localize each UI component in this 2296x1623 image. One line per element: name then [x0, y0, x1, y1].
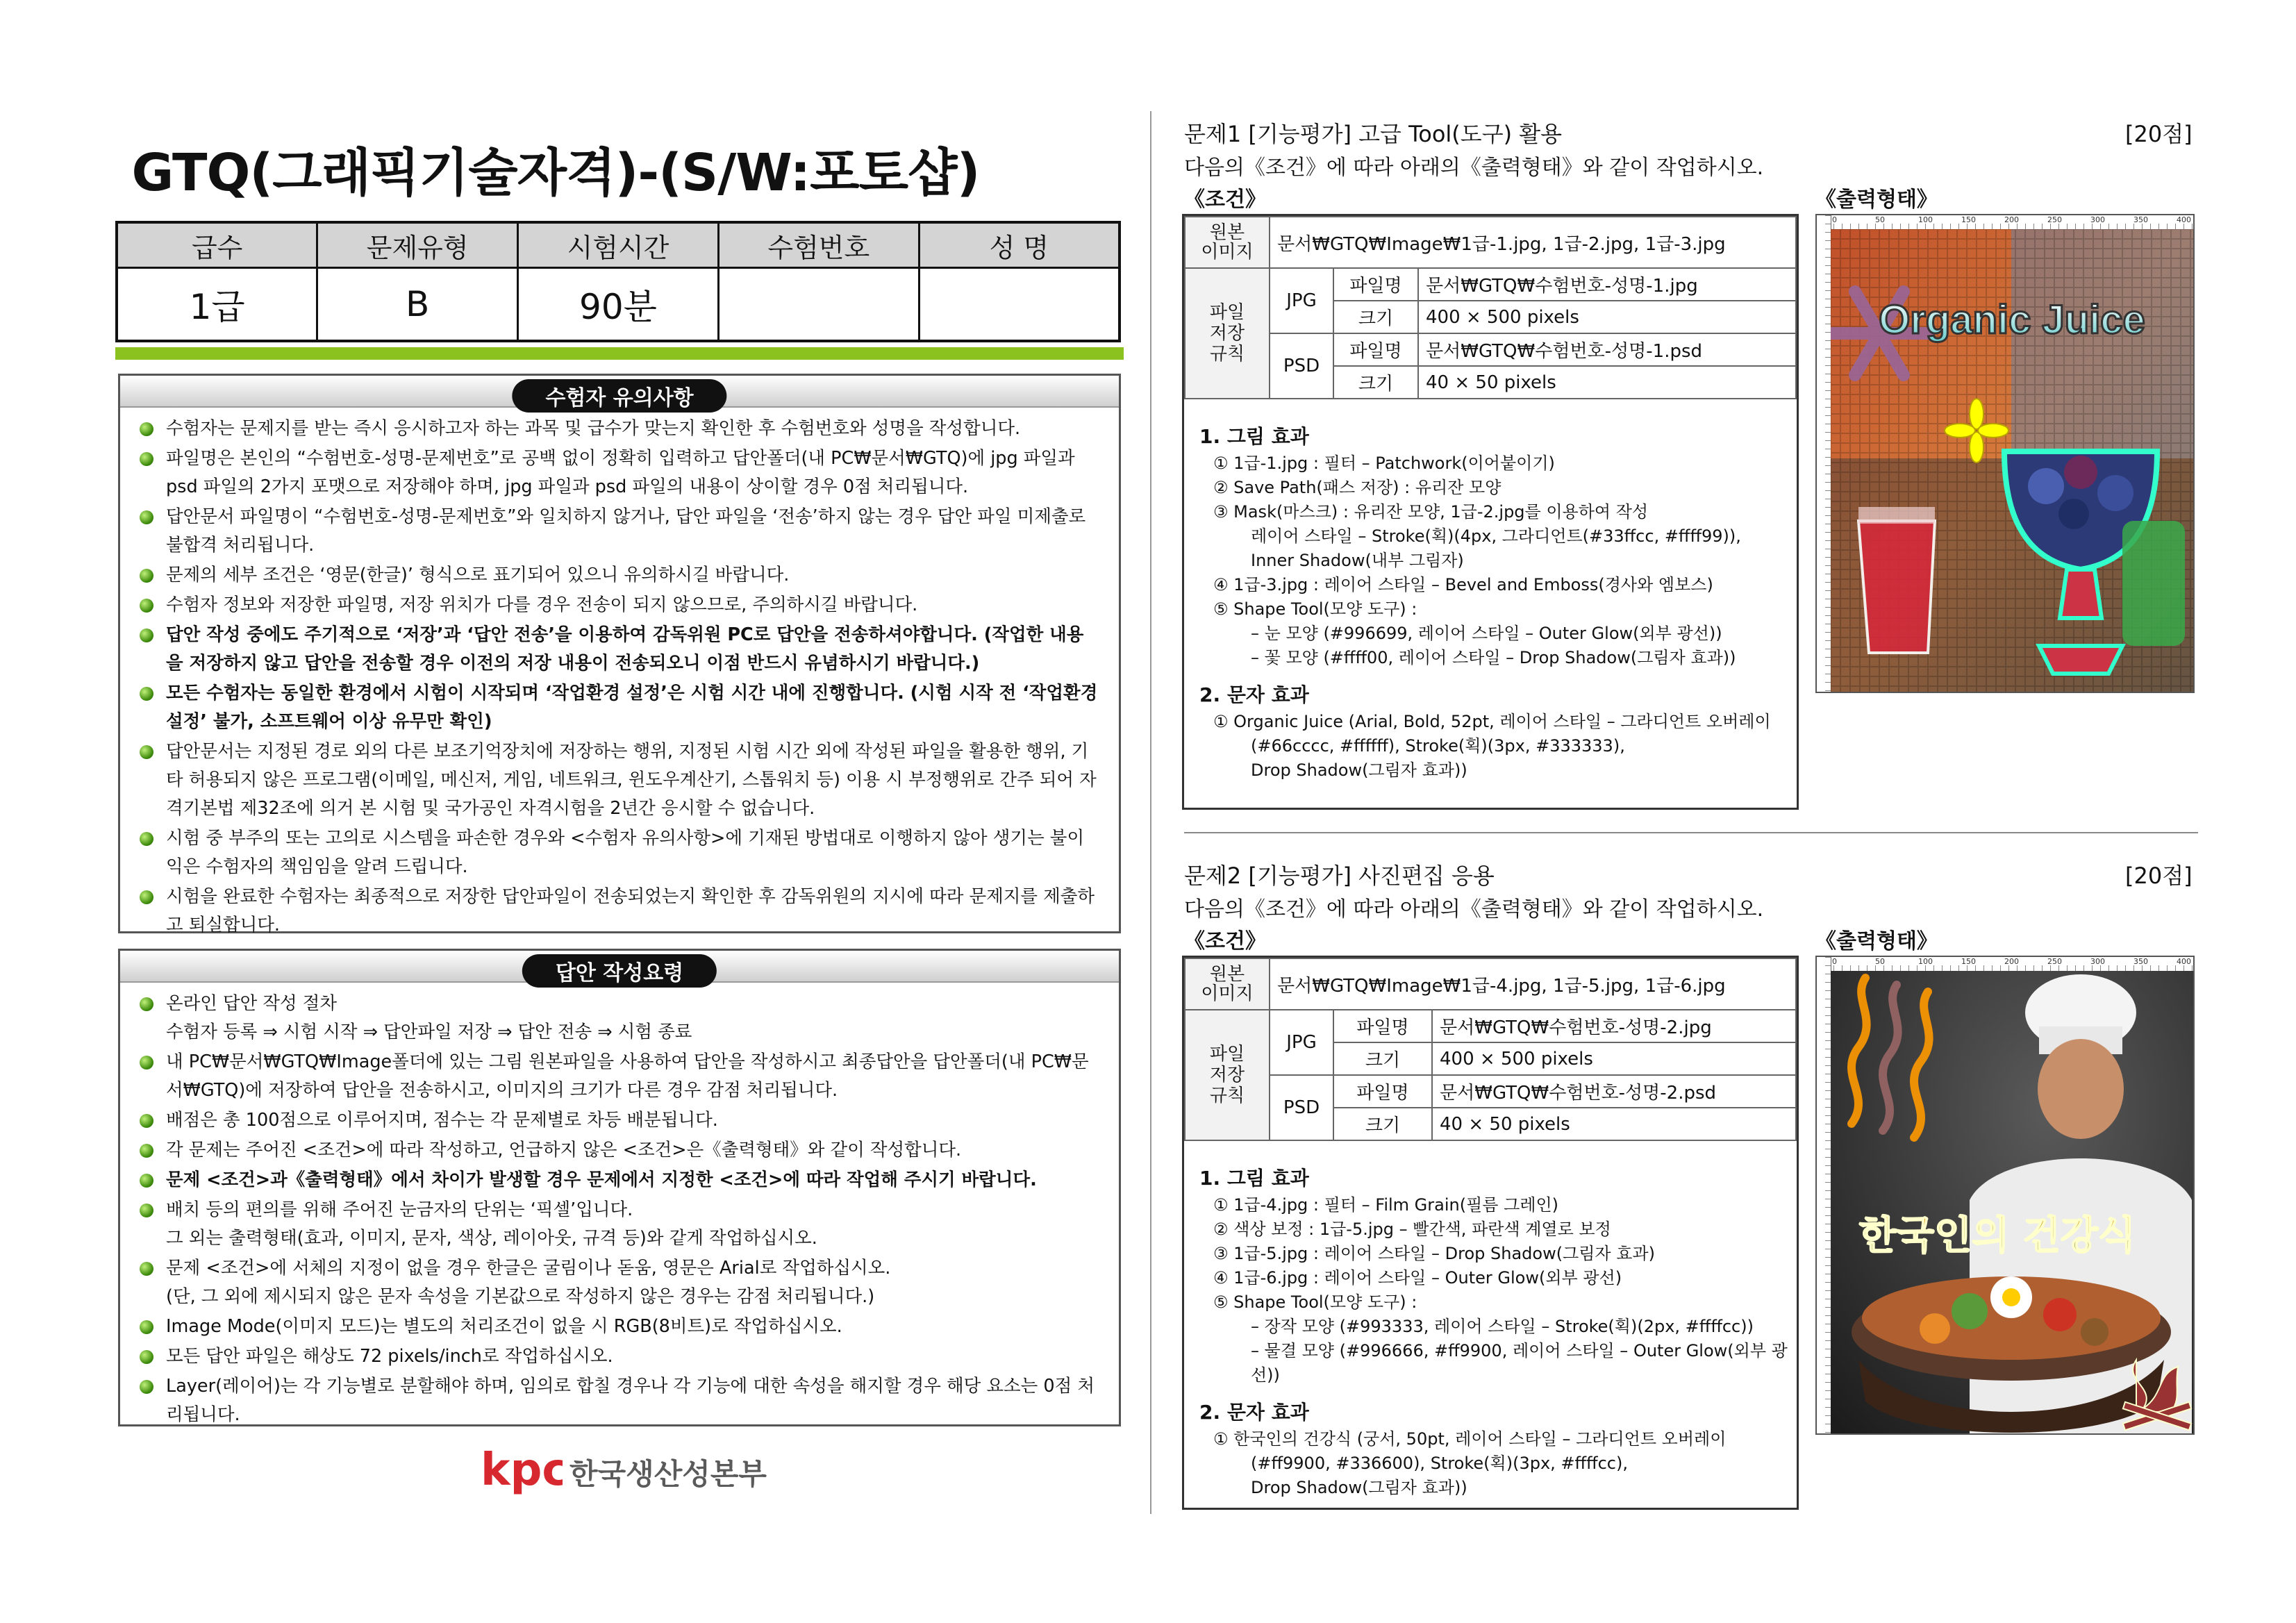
- guide-item: [140, 1048, 1099, 1105]
- bullet-icon: [140, 599, 153, 613]
- q1-subtitle: 다음의《조건》에 따라 아래의《출력형태》와 같이 작업하시오.: [1184, 156, 1764, 180]
- value-name[interactable]: [919, 268, 1120, 342]
- notice-item: [140, 503, 1099, 560]
- guide-list: [140, 990, 1099, 1431]
- notice-item: [140, 561, 1099, 590]
- guide-item-text: 문제 <조건>과《출력형태》에서 차이가 발생할 경우 문제에서 지정한 <조건>에 따라 작업해 주시기 바랍니다.: [166, 1170, 1037, 1190]
- q1-jpg-filename: 문서₩GTQ₩수험번호-성명-1.jpg: [1418, 268, 1796, 301]
- guide-item-text: Image Mode(이미지 모드)는 별도의 처리조건이 없을 시 RGB(8비트)로 작업하십시오.: [166, 1316, 842, 1337]
- q2-file-table: [1184, 958, 1797, 1141]
- header-type: 문제유형: [317, 222, 518, 268]
- bullet-icon: [140, 422, 153, 436]
- bullet-icon: [140, 745, 153, 759]
- notice-item: [140, 738, 1099, 823]
- guide-item-text: 각 문제는 주어진 <조건>에 따라 작성하고, 언급하지 않은 <조건>은《출력형태》와 같이 작성합니다.: [166, 1140, 962, 1160]
- ruler-tick-label: 50: [1875, 215, 1885, 224]
- q2-effects: [1199, 1159, 1790, 1500]
- ruler-tick-label: 400: [2177, 215, 2191, 224]
- guide-item: [140, 1254, 1099, 1311]
- header-time: 시험시간: [518, 222, 719, 268]
- q2-condition-label: 《조건》: [1184, 929, 1266, 954]
- notice-item-text: 답안 작성 중에도 주기적으로 ‘저장’과 ‘답안 전송’을 이용하여 감독위원 PC로 답안을 전송하셔야합니다. (작업한 내용을 저장하지 않고 답안을 전송할 경우 이전의 저장 내용이 전송되오니 이점 반드시 유념하시기 바랍니다.): [166, 624, 1084, 674]
- ruler-tick-label: 250: [2047, 215, 2062, 224]
- q2-output-image: [1831, 971, 2193, 1433]
- page-title: GTQ(그래픽기술자격)-(S/W:포토샵): [131, 143, 980, 203]
- q1-effect-5: ⑤ Shape Tool(모양 도구) :: [1213, 599, 1417, 619]
- q2-output-preview: [1815, 956, 2195, 1435]
- q1-ruler-top: [1817, 215, 2193, 230]
- q1-effect-5-shape-2: – 꽃 모양 (#ffff00, 레이어 스타일 – Drop Shadow(그림자 효과)): [1251, 648, 1736, 667]
- q1-output-preview: [1815, 214, 2195, 693]
- q1-condition-box: [1182, 214, 1799, 810]
- q2-effect-3: ③ 1급-5.jpg : 레이어 스타일 – Drop Shadow(그림자 효과): [1213, 1244, 1655, 1263]
- question-separator: [1184, 832, 2198, 833]
- q2-effect-1: ① 1급-4.jpg : 필터 – Film Grain(필름 그레인): [1213, 1195, 1558, 1215]
- accent-bar: [115, 347, 1124, 360]
- guide-item: [140, 1372, 1099, 1429]
- q2-effect-4: ④ 1급-6.jpg : 레이어 스타일 – Outer Glow(외부 광선): [1213, 1268, 1622, 1288]
- q1-jpg-size-label: 크기: [1333, 301, 1418, 333]
- q2-effects-header: 1. 그림 효과: [1199, 1167, 1309, 1190]
- guide-box: [118, 949, 1121, 1426]
- q2-output-label: 《출력형태》: [1815, 929, 1938, 954]
- notice-item-text: 수험자는 문제지를 받는 즉시 응시하고자 하는 과목 및 급수가 맞는지 확인한 후 수험번호와 성명을 작성합니다.: [166, 418, 1021, 439]
- notice-item: [140, 444, 1099, 501]
- header-grade: 급수: [117, 222, 317, 268]
- notice-item-text: 모든 수험자는 동일한 환경에서 시험이 시작되며 ‘작업환경 설정’은 시험 시간 내에 진행합니다. (시험 시작 전 ‘작업환경 설정’ 불가, 소프트웨어 이상 유무만 확인): [166, 683, 1098, 732]
- bullet-icon: [140, 1144, 153, 1158]
- q1-save-label: 파일 저장 규칙: [1185, 268, 1270, 399]
- q2-text-effect-3: Drop Shadow(그림자 효과)): [1251, 1478, 1467, 1497]
- notice-list: [140, 415, 1099, 941]
- ruler-tick-label: 50: [1875, 957, 1885, 966]
- ruler-tick-label: 300: [2090, 215, 2105, 224]
- q1-source-value: 문서₩GTQ₩Image₩1급-1.jpg, 1급-2.jpg, 1급-3.jpg: [1270, 217, 1796, 268]
- q1-ruler-left: [1817, 215, 1831, 692]
- value-time: 90분: [518, 268, 719, 342]
- q2-jpg-label: JPG: [1270, 1010, 1333, 1075]
- q2-title: 문제2 [기능평가] 사진편집 응용: [1184, 863, 1495, 889]
- q2-effect-5-shape-1: – 장작 모양 (#993333, 레이어 스타일 – Stroke(획)(2px, #ffffcc)): [1251, 1317, 1754, 1336]
- q1-effect-2: ② Save Path(패스 저장) : 유리잔 모양: [1213, 478, 1501, 497]
- ruler-tick-label: 300: [2090, 957, 2105, 966]
- guide-item: [140, 1196, 1099, 1253]
- q1-title: 문제1 [기능평가] 고급 Tool(도구) 활용: [1184, 121, 1563, 147]
- guide-item: [140, 1166, 1099, 1195]
- q1-output-label: 《출력형태》: [1815, 188, 1938, 212]
- q2-effect-5: ⑤ Shape Tool(모양 도구) :: [1213, 1292, 1417, 1312]
- notice-item-text: 답안문서 파일명이 “수험번호-성명-문제번호”와 일치하지 않거나, 답안 파일을 ‘전송’하지 않는 경우 답안 파일 미제출로 불합격 처리됩니다.: [166, 506, 1086, 556]
- q2-psd-size-label: 크기: [1333, 1108, 1432, 1140]
- q2-jpg-size-label: 크기: [1333, 1042, 1432, 1075]
- guide-item: [140, 1342, 1099, 1371]
- ruler-tick-label: 350: [2133, 957, 2148, 966]
- bullet-icon: [140, 1174, 153, 1188]
- q1-text-header: 2. 문자 효과: [1199, 683, 1309, 706]
- bullet-icon: [140, 452, 153, 466]
- notice-item: [140, 621, 1099, 678]
- q1-psd-filename-label: 파일명: [1333, 333, 1418, 366]
- q2-jpg-filename: 문서₩GTQ₩수험번호-성명-2.jpg: [1432, 1010, 1796, 1042]
- notice-item: [140, 415, 1099, 443]
- q1-effect-3-detail: 레이어 스타일 – Stroke(획)(4px, 그라디언트(#33ffcc, #ffff99)),: [1251, 526, 1741, 546]
- notice-item-text: 답안문서는 지정된 경로 외의 다른 보조기억장치에 저장하는 행위, 지정된 시험 시간 외에 작성된 파일을 활용한 행위, 기타 허용되지 않은 프로그램(이메일, 메신저, 게임, 네트워크, 윈도우계산기, 스톱워치 등) 이용 시 부정행위로 간주 되어 자격기본법 제32조에 의거 본 시험 및 국가공인 자격시험을 2년간 응시할 수 없습니다.: [166, 741, 1097, 819]
- bullet-icon: [140, 890, 153, 904]
- q2-psd-filename-label: 파일명: [1333, 1075, 1432, 1108]
- notice-item-text: 문제의 세부 조건은 ‘영문(한글)’ 형식으로 표기되어 있으니 유의하시길 바랍니다.: [166, 565, 790, 585]
- q2-output-title: 한국인의 건강식: [1858, 1213, 2136, 1258]
- column-divider: [1150, 111, 1151, 1514]
- bullet-icon: [140, 997, 153, 1011]
- guide-item-text: 배점은 총 100점으로 이루어지며, 점수는 각 문제별로 차등 배분됩니다.: [166, 1110, 718, 1131]
- q1-jpg-label: JPG: [1270, 268, 1333, 333]
- q1-psd-label: PSD: [1270, 333, 1333, 399]
- q2-ruler-top: [1817, 957, 2193, 972]
- notice-item-text: 파일명은 본인의 “수험번호-성명-문제번호”로 공백 없이 정확히 입력하고 답안폴더(내 PC₩문서₩GTQ)에 jpg 파일과 psd 파일의 2가지 포맷으로 저장해야 하며, jpg 파일과 psd 파일의 내용이 상이할 경우 0점 처리됩니다.: [166, 448, 1075, 497]
- q1-effects-header: 1. 그림 효과: [1199, 425, 1309, 448]
- guide-item-text: 배치 등의 편의를 위해 주어진 눈금자의 단위는 ‘픽셀’입니다. 그 외는 출력형태(효과, 이미지, 문자, 색상, 레이아웃, 규격 등)와 같게 작업하십시오.: [166, 1199, 817, 1249]
- guide-header: 답안 작성요령: [522, 954, 717, 988]
- q2-effect-2: ② 색상 보정 : 1급-5.jpg – 빨간색, 파란색 계열로 보정: [1213, 1220, 1611, 1239]
- bullet-icon: [140, 510, 153, 524]
- q2-text-effect-2: (#ff9900, #336600), Stroke(획)(3px, #ffffcc),: [1251, 1454, 1628, 1473]
- bullet-icon: [140, 1380, 153, 1394]
- guide-header-bar: [120, 951, 1119, 983]
- q2-points: [20점]: [2125, 863, 2193, 889]
- ruler-tick-label: 0: [1832, 957, 1837, 966]
- q2-text-header: 2. 문자 효과: [1199, 1401, 1309, 1424]
- q1-jpg-size: 400 × 500 pixels: [1418, 301, 1796, 333]
- guide-item: [140, 1136, 1099, 1165]
- bullet-icon: [140, 832, 153, 846]
- value-type: B: [317, 268, 518, 342]
- bullet-icon: [140, 629, 153, 642]
- guide-item-text: 모든 답안 파일은 해상도 72 pixels/inch로 작업하십시오.: [166, 1346, 613, 1367]
- q1-psd-size-label: 크기: [1333, 366, 1418, 399]
- q1-effect-4: ④ 1급-3.jpg : 레이어 스타일 – Bevel and Emboss(경사와 엠보스): [1213, 575, 1713, 594]
- q1-jpg-filename-label: 파일명: [1333, 268, 1418, 301]
- notice-item-text: 시험 중 부주의 또는 고의로 시스템을 파손한 경우와 <수험자 유의사항>에 기재된 방법대로 이행하지 않아 생기는 불이익은 수험자의 책임임을 알려 드립니다.: [166, 828, 1085, 877]
- q1-output-image: [1831, 229, 2193, 692]
- ruler-tick-label: 100: [1918, 957, 1933, 966]
- q2-subtitle: 다음의《조건》에 따라 아래의《출력형태》와 같이 작업하시오.: [1184, 897, 1764, 922]
- q2-save-label: 파일 저장 규칙: [1185, 1010, 1270, 1140]
- notice-item-text: 수험자 정보와 저장한 파일명, 저장 위치가 다를 경우 전송이 되지 않으므로, 주의하시길 바랍니다.: [166, 594, 918, 615]
- q1-file-table: [1184, 216, 1797, 399]
- bullet-icon: [140, 569, 153, 583]
- q1-source-label: 원본 이미지: [1185, 217, 1270, 268]
- notice-item: [140, 591, 1099, 619]
- notice-item-text: 시험을 완료한 수험자는 최종적으로 저장한 답안파일이 전송되었는지 확인한 후 감독위원의 지시에 따라 문제지를 제출하고 퇴실합니다.: [166, 886, 1095, 935]
- q2-ruler-left: [1817, 957, 1831, 1433]
- bullet-icon: [140, 1350, 153, 1364]
- notice-item: [140, 824, 1099, 881]
- bullet-icon: [140, 687, 153, 701]
- q1-psd-size: 40 × 50 pixels: [1418, 366, 1796, 399]
- header-exam-number: 수험번호: [718, 222, 919, 268]
- notice-box: [118, 374, 1121, 933]
- ruler-tick-label: 0: [1832, 215, 1837, 224]
- q1-text-effect-3: Drop Shadow(그림자 효과)): [1251, 760, 1467, 780]
- value-grade: 1급: [117, 268, 317, 342]
- ruler-tick-label: 100: [1918, 215, 1933, 224]
- q2-jpg-filename-label: 파일명: [1333, 1010, 1432, 1042]
- q2-text-effect-1: ① 한국인의 건강식 (궁서, 50pt, 레이어 스타일 – 그라디언트 오버레이: [1213, 1429, 1727, 1449]
- bullet-icon: [140, 1056, 153, 1069]
- ruler-tick-label: 200: [2004, 957, 2019, 966]
- q2-psd-label: PSD: [1270, 1075, 1333, 1140]
- guide-item-text: Layer(레이어)는 각 기능별로 분할해야 하며, 임의로 합칠 경우나 각 기능에 대한 속성을 해지할 경우 해당 요소는 0점 처리됩니다.: [166, 1376, 1095, 1425]
- notice-item: [140, 883, 1099, 940]
- q2-jpg-size: 400 × 500 pixels: [1432, 1042, 1796, 1075]
- q2-source-value: 문서₩GTQ₩Image₩1급-4.jpg, 1급-5.jpg, 1급-6.jpg: [1270, 958, 1796, 1010]
- guide-item-text: 내 PC₩문서₩GTQ₩Image폴더에 있는 그림 원본파일을 사용하여 답안을 작성하시고 최종답안을 답안폴더(내 PC₩문서₩GTQ)에 저장하여 답안을 전송하시고, 이미지의 크기가 다른 경우 감점 처리됩니다.: [166, 1051, 1089, 1101]
- ruler-tick-label: 200: [2004, 215, 2019, 224]
- q1-psd-filename: 문서₩GTQ₩수험번호-성명-1.psd: [1418, 333, 1796, 366]
- kpc-logo: [479, 1446, 799, 1495]
- q1-points: [20점]: [2125, 121, 2193, 147]
- guide-item: [140, 990, 1099, 1047]
- q2-source-label: 원본 이미지: [1185, 958, 1270, 1010]
- ruler-tick-label: 350: [2133, 215, 2148, 224]
- bullet-icon: [140, 1204, 153, 1217]
- q2-psd-filename: 문서₩GTQ₩수험번호-성명-2.psd: [1432, 1075, 1796, 1108]
- q1-text-effect-2: (#66cccc, #ffffff), Stroke(획)(3px, #333333),: [1251, 736, 1625, 756]
- bullet-icon: [140, 1114, 153, 1128]
- kpc-mark-icon: [479, 1446, 563, 1495]
- q1-condition-label: 《조건》: [1184, 188, 1266, 212]
- q1-effect-5-shape-1: – 눈 모양 (#996699, 레이어 스타일 – Outer Glow(외부 광선)): [1251, 624, 1722, 643]
- guide-item: [140, 1106, 1099, 1135]
- q1-effect-1: ① 1급-1.jpg : 필터 – Patchwork(이어붙이기): [1213, 453, 1555, 473]
- q2-psd-size: 40 × 50 pixels: [1432, 1108, 1796, 1140]
- exam-info-table: [115, 221, 1121, 342]
- notice-header-bar: [120, 376, 1119, 408]
- ruler-tick-label: 400: [2177, 957, 2191, 966]
- ruler-tick-label: 150: [1961, 215, 1976, 224]
- q1-text-effect-1: ① Organic Juice (Arial, Bold, 52pt, 레이어 스타일 – 그라디언트 오버레이: [1213, 712, 1771, 731]
- guide-item: [140, 1313, 1099, 1341]
- svg-text:kpc: kpc: [481, 1446, 563, 1495]
- guide-item-text: 문제 <조건>에 서체의 지정이 없을 경우 한글은 굴림이나 돋움, 영문은 Arial로 작업하십시오. (단, 그 외에 제시되지 않은 문자 속성을 기본값으로 작성하지 않은 경우는 감점 처리됩니다.): [166, 1258, 891, 1307]
- guide-item-text: 온라인 답안 작성 절차 수험자 등록 ⇒ 시험 시작 ⇒ 답안파일 저장 ⇒ 답안 전송 ⇒ 시험 종료: [166, 993, 692, 1042]
- header-name: 성 명: [919, 222, 1120, 268]
- q1-output-title: Organic Juice: [1879, 297, 2145, 342]
- q1-effects: [1199, 417, 1790, 783]
- bullet-icon: [140, 1320, 153, 1334]
- q2-condition-box: [1182, 956, 1799, 1510]
- notice-item: [140, 679, 1099, 736]
- glass-shape: [1858, 507, 1935, 653]
- ruler-tick-label: 150: [1961, 957, 1976, 966]
- q1-effect-3: ③ Mask(마스크) : 유리잔 모양, 1급-2.jpg를 이용하여 작성: [1213, 502, 1649, 522]
- value-exam-number[interactable]: [718, 268, 919, 342]
- ruler-tick-label: 250: [2047, 957, 2062, 966]
- kpc-name: 한국생산성본부: [569, 1457, 767, 1491]
- q1-effect-3-detail-2: Inner Shadow(내부 그림자): [1251, 551, 1464, 570]
- q2-effect-5-shape-2: – 물결 모양 (#996666, #ff9900, 레이어 스타일 – Outer Glow(외부 광선)): [1251, 1341, 1788, 1385]
- bullet-icon: [140, 1262, 153, 1276]
- notice-header: 수험자 유의사항: [512, 379, 726, 413]
